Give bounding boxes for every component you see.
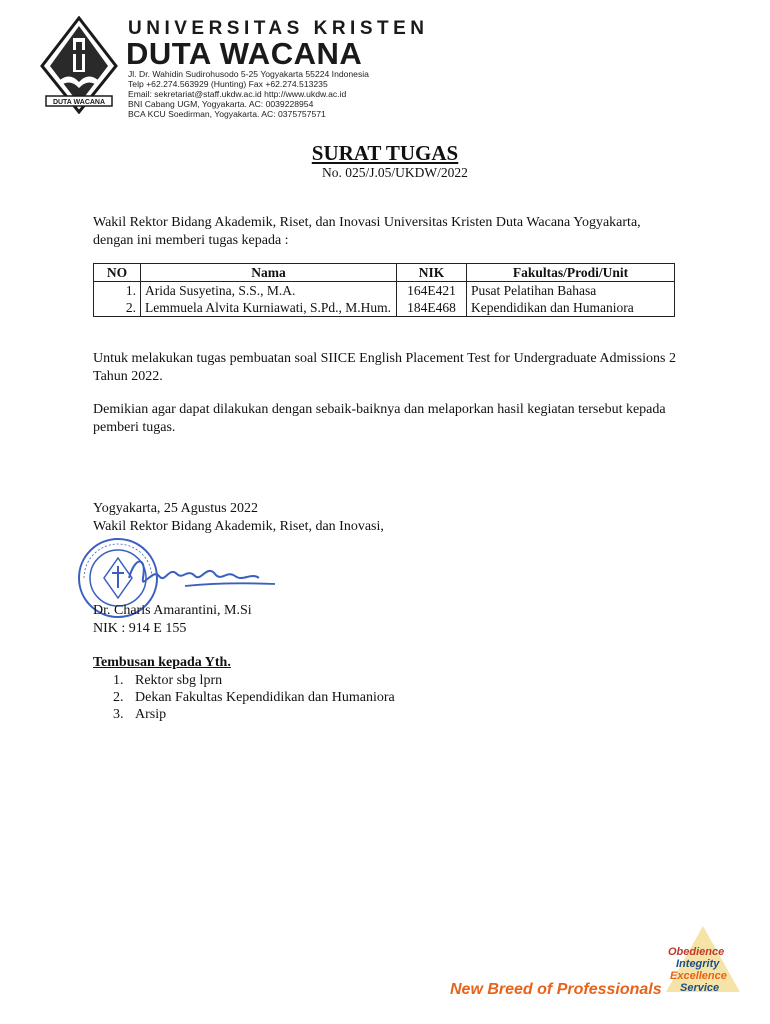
header-unit: Fakultas/Prodi/Unit [467,264,675,282]
university-logo [40,16,118,114]
place-date: Yogyakarta, 25 Agustus 2022 [93,501,259,516]
header-no: NO [94,264,141,282]
cell-nama: Arida Susyetina, S.S., M.A. [141,282,397,300]
header-nik: NIK [397,264,467,282]
university-name-line2: DUTA WACANA [126,36,363,71]
cell-nik: 164E421 [397,282,467,300]
document-number: No. 025/J.05/UKDW/2022 [322,165,468,180]
university-name-line1: UNIVERSITAS KRISTEN [128,18,429,39]
cc-list [113,672,395,723]
email-line: Email: sekretariat@staff.ukdw.ac.id http://www.ukdw.ac.id [128,89,347,99]
list-item-number: 1. [113,673,124,688]
list-item-number: 3. [113,707,124,722]
closing-paragraph: Demikian agar dapat dilakukan dengan sebaik-baiknya dan melaporkan hasil kegiatan tersebut kepada pemberi tugas. [93,402,666,435]
task-paragraph: Untuk melakukan tugas pembuatan soal SIICE English Placement Test for Undergraduate Admissions 2 Tahun 2022. [93,351,676,384]
table-row [94,282,675,300]
value-service: Service [680,982,720,994]
cell-unit: Pusat Pelatihan Bahasa [467,282,675,300]
assignee-table [93,263,675,317]
list-item-text: Dekan Fakultas Kependidikan dan Humaniora [135,690,395,705]
table-row [94,299,675,317]
list-item [113,706,395,723]
list-item [113,672,395,689]
cc-heading: Tembusan kepada Yth. [93,655,231,670]
value-obedience: Obedience [668,946,725,958]
signer-position: Wakil Rektor Bidang Akademik, Riset, dan Inovasi, [93,519,384,534]
footer-slogan: New Breed of Professionals [450,981,662,998]
value-integrity: Integrity [676,958,720,970]
bank-line-bca: BCA KCU Soedirman, Yogyakarta. AC: 0375757571 [128,109,326,119]
cell-no: 1. [94,282,141,300]
cell-unit: Kependidikan dan Humaniora [467,299,675,317]
value-excellence: Excellence [670,970,727,982]
list-item-number: 2. [113,690,124,705]
bank-line-bni: BNI Cabang UGM, Yogyakarta. AC: 0039228954 [128,99,314,109]
list-item-text: Arsip [135,707,167,722]
header-nama: Nama [141,264,397,282]
logo-text: DUTA WACANA [52,99,106,106]
document-title: SURAT TUGAS [311,141,459,165]
list-item-text: Rektor sbg lprn [135,673,223,688]
signer-name: Dr. Charis Amarantini, M.Si [93,603,252,618]
handwritten-signature [125,548,285,598]
cell-nik: 184E468 [397,299,467,317]
phone-line: Telp +62.274.563929 (Hunting) Fax +62.274.513235 [128,79,328,89]
list-item [113,689,395,706]
table-header-row [94,264,675,282]
cell-no: 2. [94,299,141,317]
intro-paragraph: Wakil Rektor Bidang Akademik, Riset, dan Inovasi Universitas Kristen Duta Wacana Yogyakarta, dengan ini memberi tugas kepada : [93,215,641,248]
signer-nik: NIK : 914 E 155 [93,621,187,636]
address-line: Jl. Dr. Wahidin Sudirohusodo 5-25 Yogyakarta 55224 Indonesia [128,69,369,79]
cell-nama: Lemmuela Alvita Kurniawati, S.Pd., M.Hum. [141,299,397,317]
